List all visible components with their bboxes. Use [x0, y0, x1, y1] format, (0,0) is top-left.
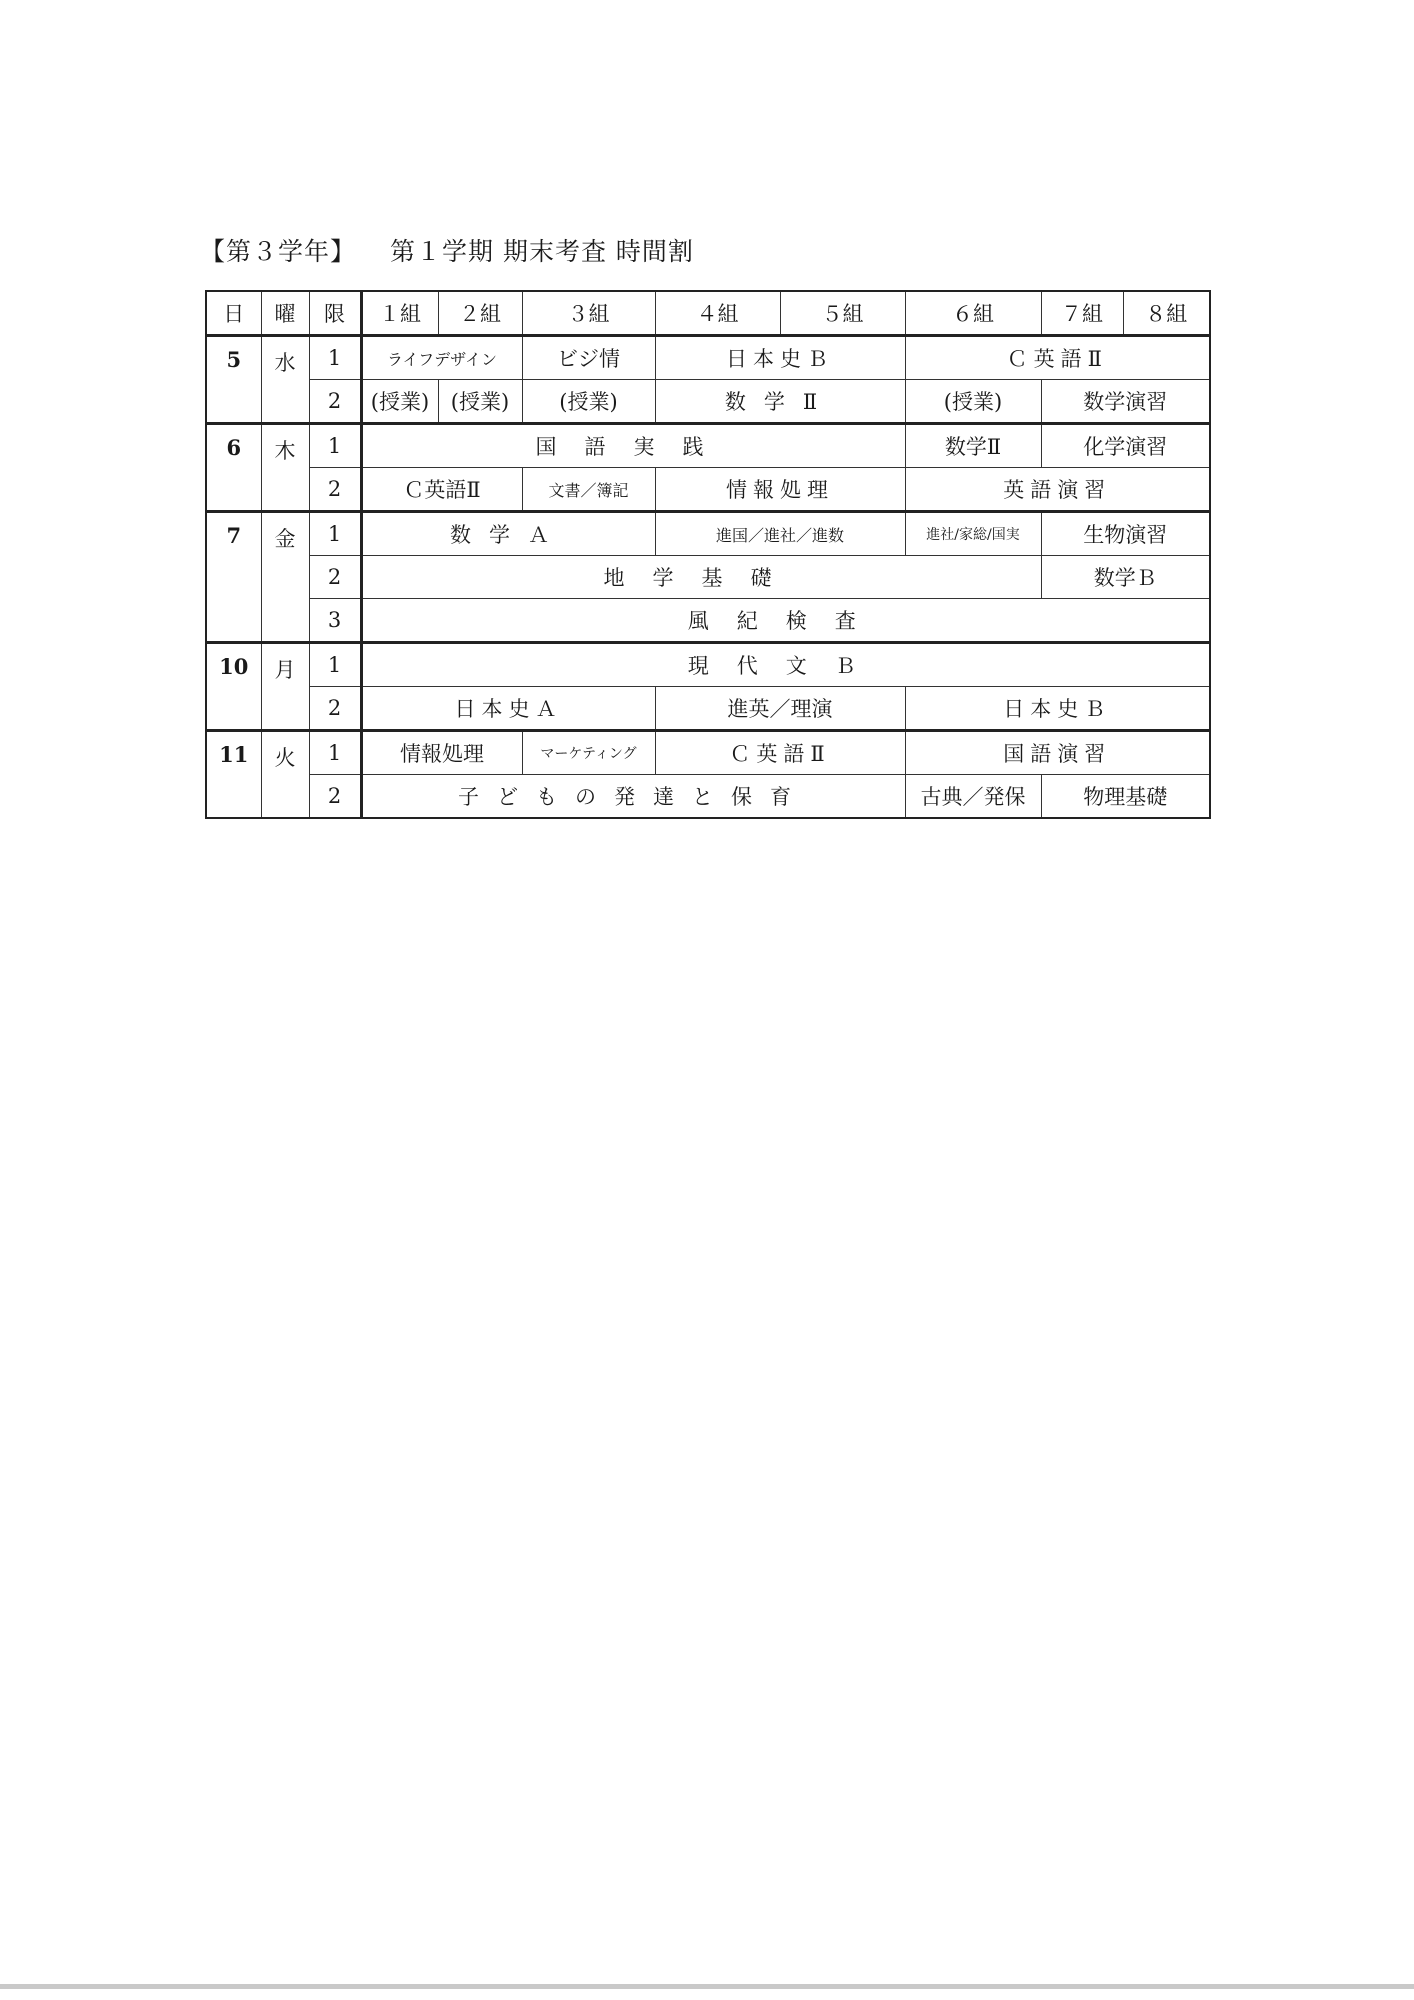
dow-cell: 火: [261, 731, 309, 819]
dow-cell: 月: [261, 643, 309, 731]
header-class-3: ３組: [522, 291, 655, 336]
subject-cell: 数学演習: [1041, 380, 1210, 424]
subject-cell: マーケティング: [522, 731, 655, 775]
period-cell: 3: [309, 599, 361, 643]
subject-cell: 英語演習: [905, 468, 1210, 512]
table-row: [206, 424, 1210, 468]
subject-cell: 物理基礎: [1041, 775, 1210, 819]
subject-cell: 日本史Ａ: [361, 687, 655, 731]
subject-cell: 進国／進社／進数: [655, 512, 905, 556]
table-row: [206, 468, 1210, 512]
subject-cell: (授業): [522, 380, 655, 424]
dow-cell: 金: [261, 512, 309, 643]
subject-cell: (授業): [905, 380, 1041, 424]
subject-cell: 風紀検査: [361, 599, 1210, 643]
header-class-1: １組: [361, 291, 438, 336]
subject-cell: 進社/家総/国実: [905, 512, 1041, 556]
table-row: [206, 336, 1210, 380]
subject-cell: 化学演習: [1041, 424, 1210, 468]
title-term: 第１学期 期末考査 時間割: [390, 237, 694, 266]
date-cell: 5: [206, 336, 261, 424]
period-cell: 2: [309, 468, 361, 512]
subject-cell: 情報処理: [361, 731, 522, 775]
subject-cell: (授業): [438, 380, 522, 424]
subject-cell: 日本史Ｂ: [655, 336, 905, 380]
page-title: [200, 232, 694, 268]
table-row: [206, 599, 1210, 643]
subject-cell: 文書／簿記: [522, 468, 655, 512]
table-row: [206, 643, 1210, 687]
subject-cell: 進英／理演: [655, 687, 905, 731]
title-grade: 【第３学年】: [200, 237, 357, 266]
subject-cell: Ｃ英語Ⅱ: [655, 731, 905, 775]
scan-edge-divider: [0, 1984, 1414, 1989]
header-date: 日: [206, 291, 261, 336]
subject-cell: Ｃ英語Ⅱ: [361, 468, 522, 512]
period-cell: 1: [309, 731, 361, 775]
header-class-4: ４組: [655, 291, 780, 336]
subject-cell: 数学Ａ: [361, 512, 655, 556]
subject-cell: 国語実践: [361, 424, 905, 468]
header-dow: 曜: [261, 291, 309, 336]
date-cell: 7: [206, 512, 261, 643]
subject-cell: 古典／発保: [905, 775, 1041, 819]
timetable: [205, 290, 1211, 819]
date-cell: 10: [206, 643, 261, 731]
header-class-5: ５組: [780, 291, 905, 336]
dow-cell: 水: [261, 336, 309, 424]
header-row: [206, 291, 1210, 336]
subject-cell: 情報処理: [655, 468, 905, 512]
period-cell: 1: [309, 643, 361, 687]
table-row: [206, 512, 1210, 556]
subject-cell: 生物演習: [1041, 512, 1210, 556]
subject-cell: 現代文Ｂ: [361, 643, 1210, 687]
period-cell: 1: [309, 424, 361, 468]
subject-cell: 数学Ⅱ: [655, 380, 905, 424]
header-period: 限: [309, 291, 361, 336]
subject-cell: 国語演習: [905, 731, 1210, 775]
period-cell: 1: [309, 512, 361, 556]
header-class-2: ２組: [438, 291, 522, 336]
subject-cell: (授業): [361, 380, 438, 424]
period-cell: 2: [309, 775, 361, 819]
period-cell: 2: [309, 556, 361, 599]
subject-cell: ライフデザイン: [361, 336, 522, 380]
period-cell: 1: [309, 336, 361, 380]
subject-cell: 数学Ⅱ: [905, 424, 1041, 468]
subject-cell: 地学基礎: [361, 556, 1041, 599]
header-class-8: ８組: [1123, 291, 1210, 336]
date-cell: 6: [206, 424, 261, 512]
subject-cell: 日本史Ｂ: [905, 687, 1210, 731]
table-row: [206, 556, 1210, 599]
table-row: [206, 775, 1210, 819]
header-class-7: ７組: [1041, 291, 1123, 336]
period-cell: 2: [309, 380, 361, 424]
date-cell: 11: [206, 731, 261, 819]
table-row: [206, 687, 1210, 731]
table-row: [206, 731, 1210, 775]
subject-cell: ビジ情: [522, 336, 655, 380]
period-cell: 2: [309, 687, 361, 731]
table-row: [206, 380, 1210, 424]
dow-cell: 木: [261, 424, 309, 512]
subject-cell: 数学Ｂ: [1041, 556, 1210, 599]
header-class-6: ６組: [905, 291, 1041, 336]
subject-cell: 子どもの発達と保育: [361, 775, 905, 819]
subject-cell: Ｃ英語Ⅱ: [905, 336, 1210, 380]
